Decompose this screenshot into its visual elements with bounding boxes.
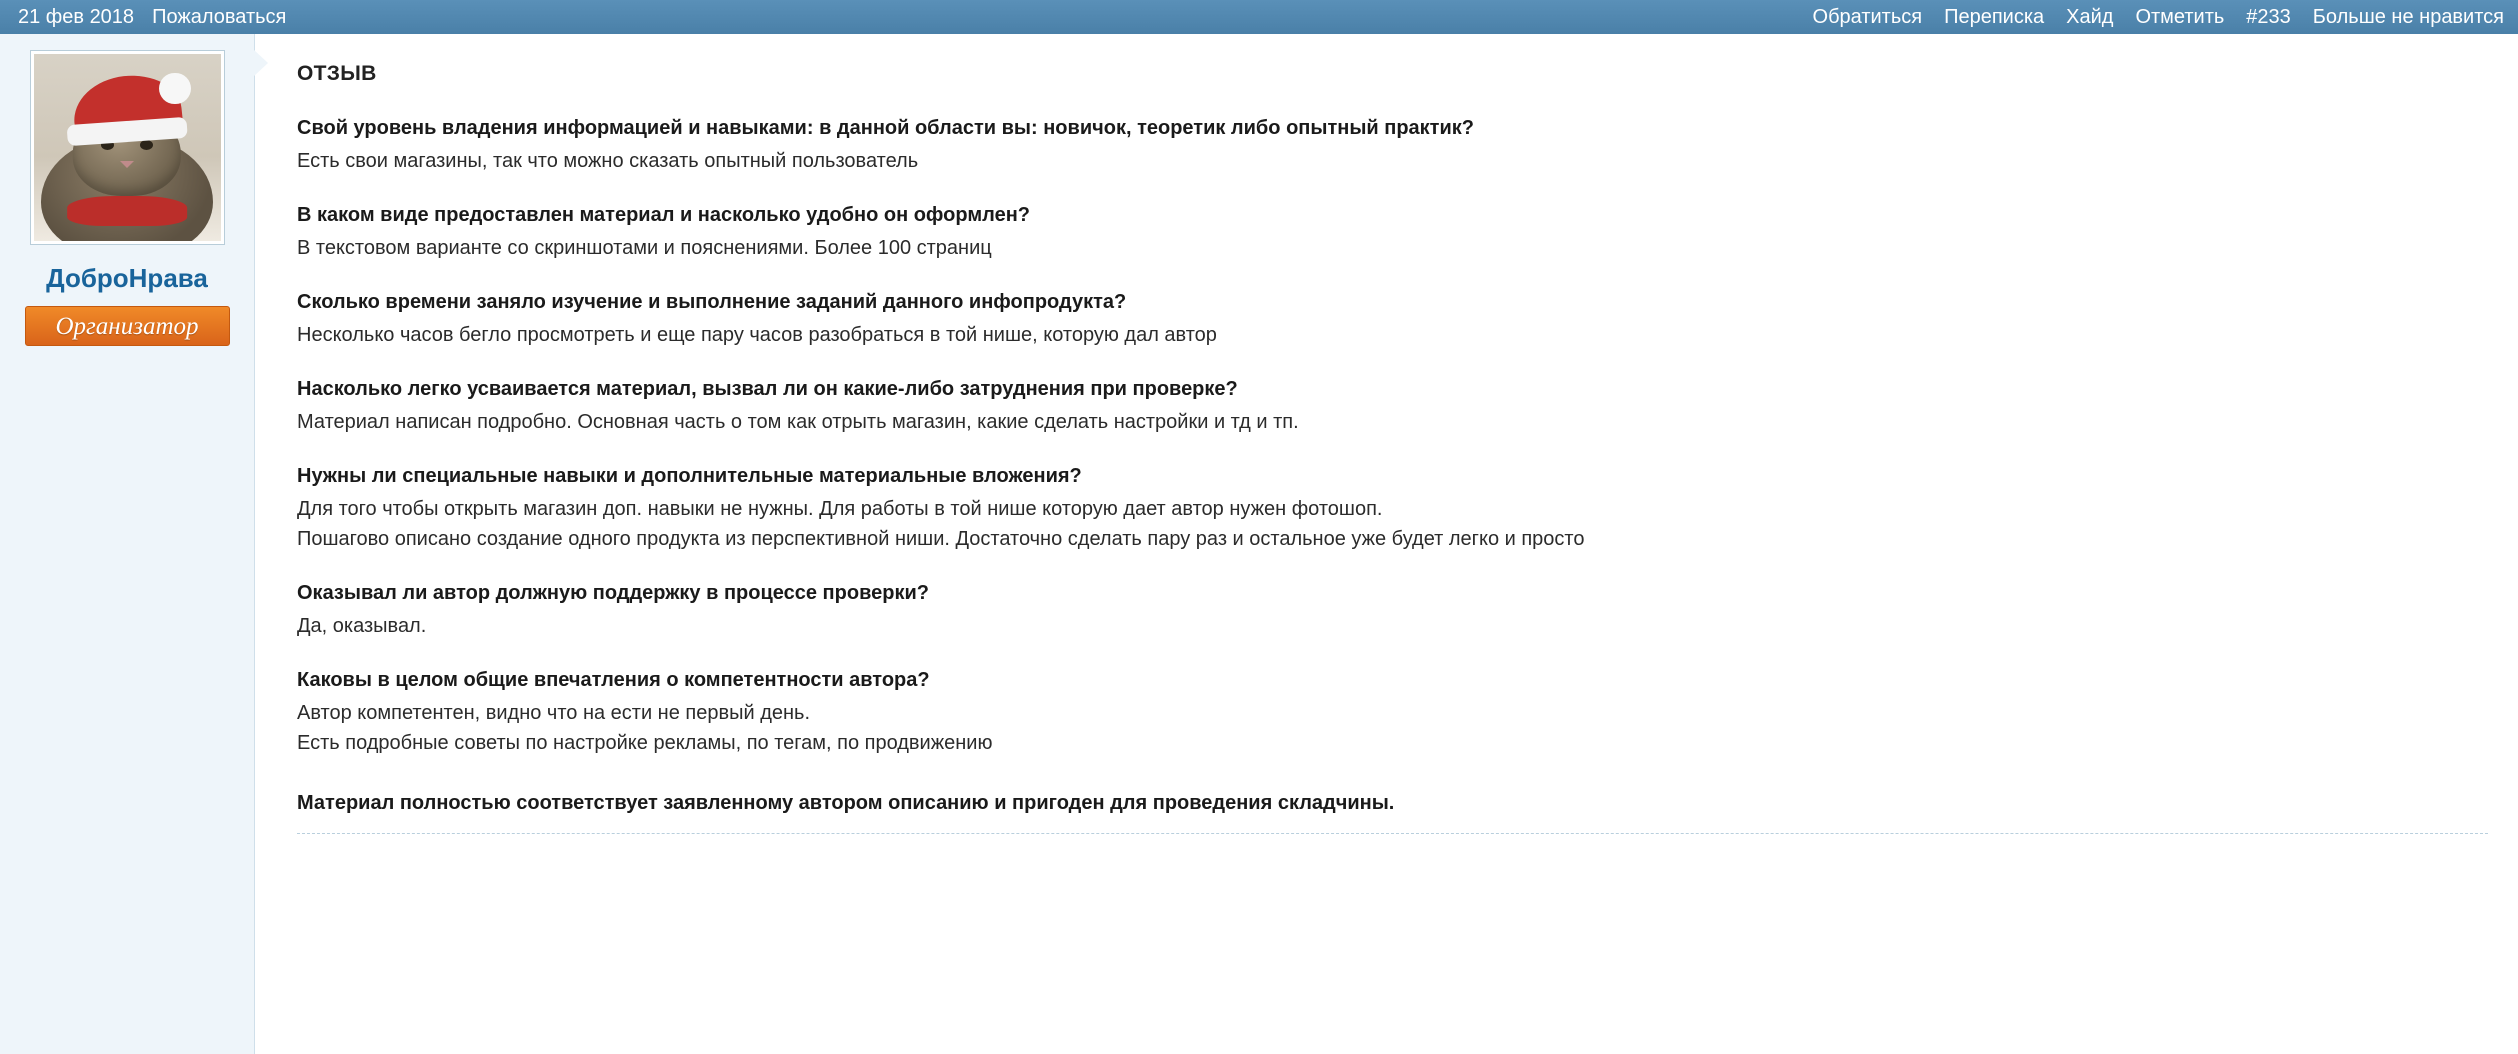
post-header-left [18, 6, 286, 29]
qa-question: В каком виде предоставлен материал и насколько удобно он оформлен? [297, 204, 1030, 226]
qa-item [297, 666, 2488, 758]
qa-answer: Автор компетентен, видно что на ести не первый день. [297, 702, 811, 724]
santa-hat-pom-shape [159, 73, 191, 105]
qa-question: Оказывал ли автор должную поддержку в процессе проверки? [297, 582, 929, 604]
qa-item [297, 579, 2488, 641]
qa-list [297, 114, 2488, 758]
contact-link[interactable]: Обратиться [1812, 5, 1923, 28]
qa-answer: Материал написан подробно. Основная часть о том как отрыть магазин, какие сделать настройки и тд и тп. [297, 411, 1299, 433]
qa-answer: В текстовом варианте со скриншотами и пояснениями. Более 100 страниц [297, 237, 992, 259]
qa-question: Сколько времени заняло изучение и выполнение заданий данного инфопродукта? [297, 291, 1127, 313]
hide-link[interactable]: Хайд [2066, 5, 2114, 28]
qa-item [297, 462, 2488, 554]
author-name-link[interactable]: ДоброНрава [46, 263, 208, 293]
post-number-link[interactable]: #233 [2246, 5, 2291, 28]
author-rank-badge: Организатор [25, 306, 230, 346]
report-link[interactable]: Пожаловаться [152, 5, 287, 28]
post-date[interactable]: 21 фев 2018 [18, 5, 135, 28]
cat-scarf-shape [67, 196, 187, 226]
qa-item [297, 288, 2488, 350]
qa-answer: Для того чтобы открыть магазин доп. навыки не нужны. Для работы в той нише которую дает автор нужен фотошоп. [297, 498, 1383, 520]
post-divider [297, 833, 2488, 834]
avatar-image-cat-santa [34, 54, 221, 241]
post-final-note: Материал полностью соответствует заявленному автором описанию и пригоден для проведения складчины. [297, 792, 1395, 814]
qa-item [297, 375, 2488, 437]
qa-question: Насколько легко усваивается материал, вызвал ли он какие-либо затруднения при проверке? [297, 378, 1238, 400]
qa-item [297, 114, 2488, 176]
post-title: ОТЗЫВ [297, 62, 377, 85]
qa-question: Нужны ли специальные навыки и дополнительные материальные вложения? [297, 465, 1082, 487]
post-message-column [255, 34, 2518, 1054]
post-body [0, 34, 2518, 1054]
post-header-right [1813, 6, 2504, 29]
qa-answer: Есть свои магазины, так что можно сказать опытный пользователь [297, 150, 919, 172]
qa-answer: Пошагово описано создание одного продукта из перспективной ниши. Достаточно сделать пару раз и остальное уже будет легко и просто [297, 528, 1585, 550]
cat-nose-shape [120, 161, 134, 168]
post-header-bar [0, 0, 2518, 34]
conversation-link[interactable]: Переписка [1944, 5, 2045, 28]
author-column [0, 34, 255, 1054]
qa-answer: Да, оказывал. [297, 615, 427, 637]
qa-answer: Несколько часов бегло просмотреть и еще пару часов разобраться в той нише, которую дал автор [297, 324, 1217, 346]
avatar[interactable] [30, 50, 225, 245]
qa-item [297, 201, 2488, 263]
mark-link[interactable]: Отметить [2135, 5, 2225, 28]
unlike-link[interactable]: Больше не нравится [2312, 5, 2504, 28]
qa-question: Каковы в целом общие впечатления о компетентности автора? [297, 669, 930, 691]
qa-question: Свой уровень владения информацией и навыками: в данной области вы: новичок, теоретик либо опытный практик? [297, 117, 1474, 139]
qa-answer: Есть подробные советы по настройке рекламы, по тегам, по продвижению [297, 732, 993, 754]
